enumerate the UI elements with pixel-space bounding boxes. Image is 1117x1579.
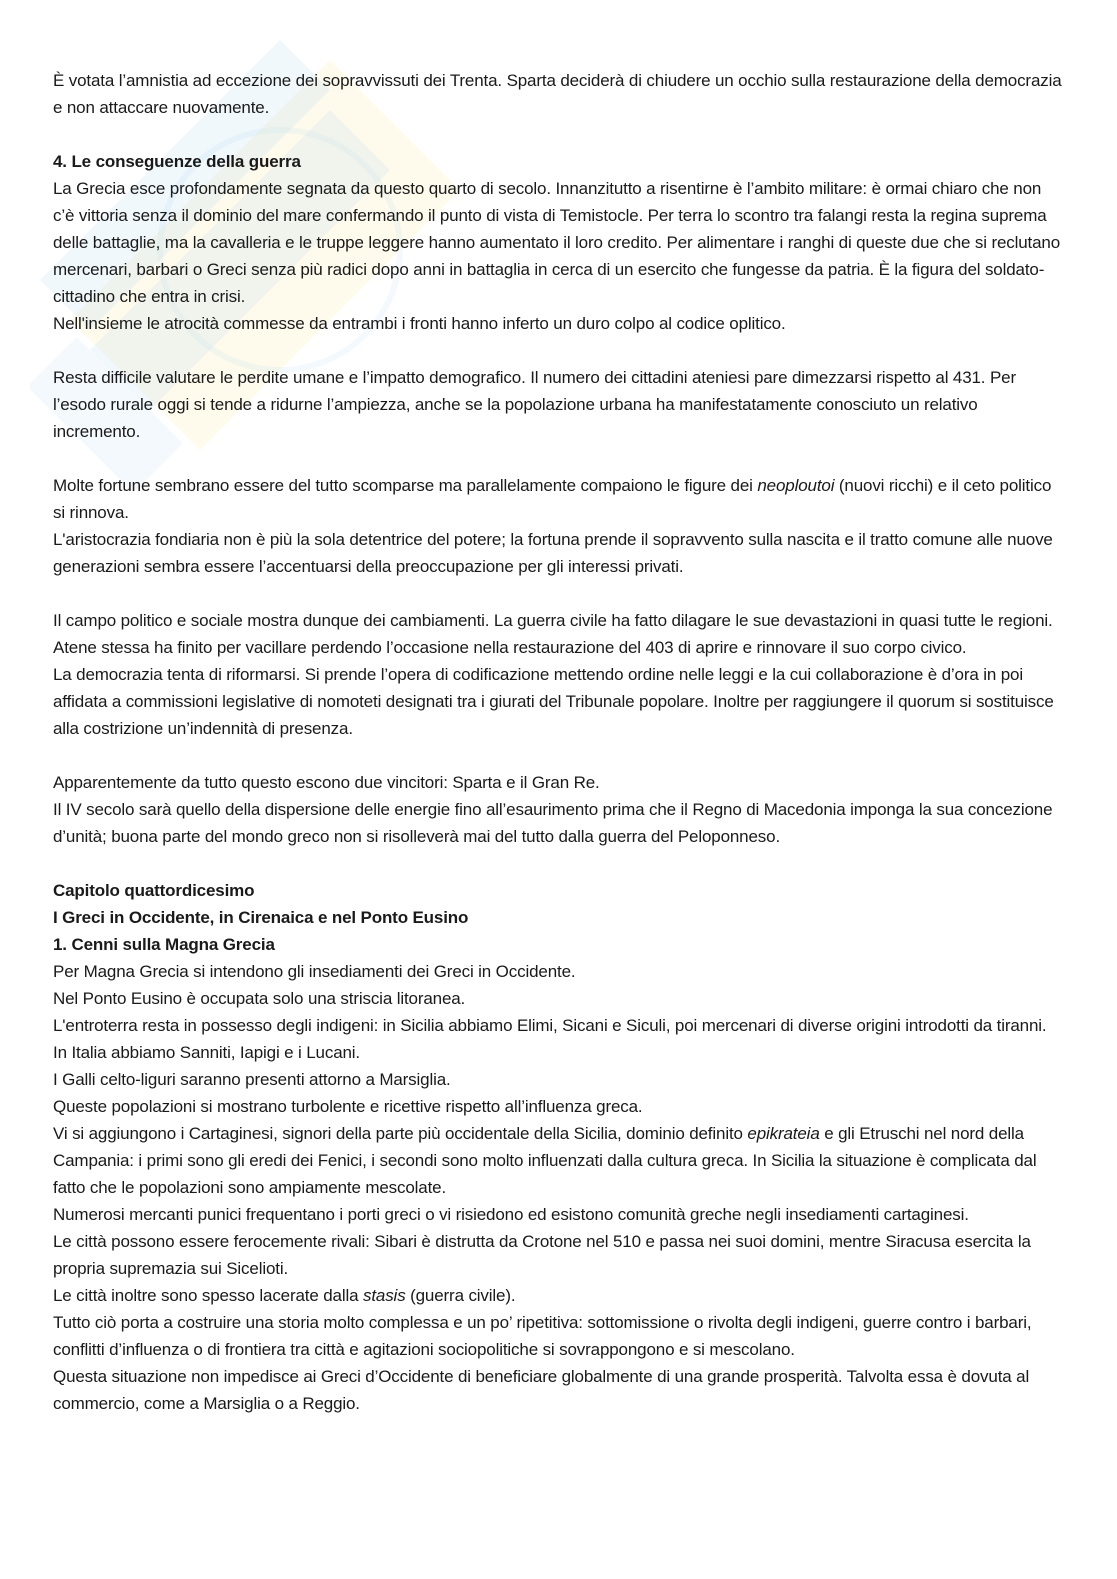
paragraph-demography: Resta difficile valutare le perdite umane e l’impatto demografico. Il numero dei cittadini ateniesi pare dimezzarsi rispetto al 431. Per l’esodo rurale oggi si tende a ridurne l’ampiezza, anche se la popolazione urbana ha manifestatamente conosciuto un relativo incremento. [53,368,1016,441]
chapter-title: I Greci in Occidente, in Cirenaica e nel Ponto Eusino [53,908,469,927]
chapter-heading: Capitolo quattordicesimo [53,881,255,900]
paragraph-popolazioni: Queste popolazioni si mostrano turbolente e ricettive rispetto all’influenza greca. [53,1097,643,1116]
paragraph-democracy: La democrazia tenta di riformarsi. Si prende l’opera di codificazione mettendo ordine nelle leggi e la cui collaborazione è d’ora in poi affidata a commissioni legislative di nomoteti designati tra i giurati del Tribunale popolare. Inoltre per raggiungere il quorum si sostituisce alla costrizione un’indennità di presenza. [53,665,1054,738]
paragraph-winners: Apparentemente da tutto questo escono due vincitori: Sparta e il Gran Re. [53,773,600,792]
paragraph-italia: In Italia abbiamo Sanniti, Iapigi e i Lucani. [53,1043,361,1062]
paragraph-military: La Grecia esce profondamente segnata da questo quarto di secolo. Innanzitutto a risentirne è l’ambito militare: è ormai chiaro che non c’è vittoria senza il dominio del mare confermando il punto di vista di Temistocle. Per terra lo scontro tra falangi resta la regina suprema delle battaglie, ma la cavalleria e le truppe leggere hanno aumentato il loro credito. Per alimentare i ranghi di queste due che si reclutano mercenari, barbari o Greci senza più radici dopo anni in battaglia in cerca di un esercito che fungesse da patria. È la figura del soldato-cittadino che entra in crisi. [53,179,1061,306]
paragraph-cartaginesi: Vi si aggiungono i Cartaginesi, signori della parte più occidentale della Sicilia, dominio definito epikrateia e gli Etruschi nel nord della Campania: i primi sono gli eredi dei Fenici, i secondi sono molto influenzati dalla cultura greca. In Sicilia la situazione è complicata dal fatto che le popolazioni sono ampiamente mescolate. [53,1124,1037,1197]
paragraph-ponto-eusino: Nel Ponto Eusino è occupata solo una striscia litoranea. [53,989,466,1008]
section-heading-consequences: 4. Le conseguenze della guerra [53,152,301,171]
paragraph-aristocracy: L'aristocrazia fondiaria non è più la sola detentrice del potere; la fortuna prende il sopravvento sulla nascita e il tratto comune alle nuove generazioni sembra essere l’accentuarsi della preoccupazione per gli interessi privati. [53,530,1053,576]
document-page [53,67,1063,1417]
paragraph-galli: I Galli celto-liguri saranno presenti attorno a Marsiglia. [53,1070,451,1089]
paragraph-fortunes: Molte fortune sembrano essere del tutto scomparse ma parallelamente compaiono le figure dei neoploutoi (nuovi ricchi) e il ceto politico si rinnova. [53,476,1052,522]
paragraph-storia: Tutto ciò porta a costruire una storia molto complessa e un po’ ripetitiva: sottomissione o rivolta degli indigeni, guerre contro i barbari, conflitti d’influenza o di frontiera tra città e agitazioni sociopolitiche si sovrappongono e si mescolano. [53,1313,1032,1359]
paragraph-stasis: Le città inoltre sono spesso lacerate dalla stasis (guerra civile). [53,1286,516,1305]
paragraph-atrocities: Nell'insieme le atrocità commesse da entrambi i fronti hanno inferto un duro colpo al codice oplitico. [53,314,786,333]
paragraph-mercanti: Numerosi mercanti punici frequentano i porti greci o vi risiedono ed esistono comunità greche negli insediamenti cartaginesi. [53,1205,969,1224]
paragraph-entroterra: L'entroterra resta in possesso degli indigeni: in Sicilia abbiamo Elimi, Sicani e Siculi, poi mercenari di diverse origini introdotti da tiranni. [53,1016,1047,1035]
paragraph-political-field: Il campo politico e sociale mostra dunque dei cambiamenti. La guerra civile ha fatto dilagare le sue devastazioni in quasi tutte le regioni. Atene stessa ha finito per vacillare perdendo l’occasione nella restaurazione del 403 di aprire e rinnovare il suo corpo civico. [53,611,1053,657]
paragraph-rivali: Le città possono essere ferocemente rivali: Sibari è distrutta da Crotone nel 510 e passa nei suoi domini, mentre Siracusa esercita la propria supremazia sui Sicelioti. [53,1232,1031,1278]
section-heading-magna-grecia: 1. Cenni sulla Magna Grecia [53,935,275,954]
paragraph-magna-grecia: Per Magna Grecia si intendono gli insediamenti dei Greci in Occidente. [53,962,576,981]
paragraph-fourth-century: Il IV secolo sarà quello della dispersione delle energie fino all’esaurimento prima che il Regno di Macedonia imponga la sua concezione d’unità; buona parte del mondo greco non si risolleverà mai del tutto dalla guerra del Peloponneso. [53,800,1053,846]
paragraph-prosperita: Questa situazione non impedisce ai Greci d’Occidente di beneficiare globalmente di una grande prosperità. Talvolta essa è dovuta al commercio, come a Marsiglia o a Reggio. [53,1367,1030,1413]
paragraph-amnesty: È votata l’amnistia ad eccezione dei sopravvissuti dei Trenta. Sparta deciderà di chiudere un occhio sulla restaurazione della democrazia e non attaccare nuovamente. [53,71,1062,117]
